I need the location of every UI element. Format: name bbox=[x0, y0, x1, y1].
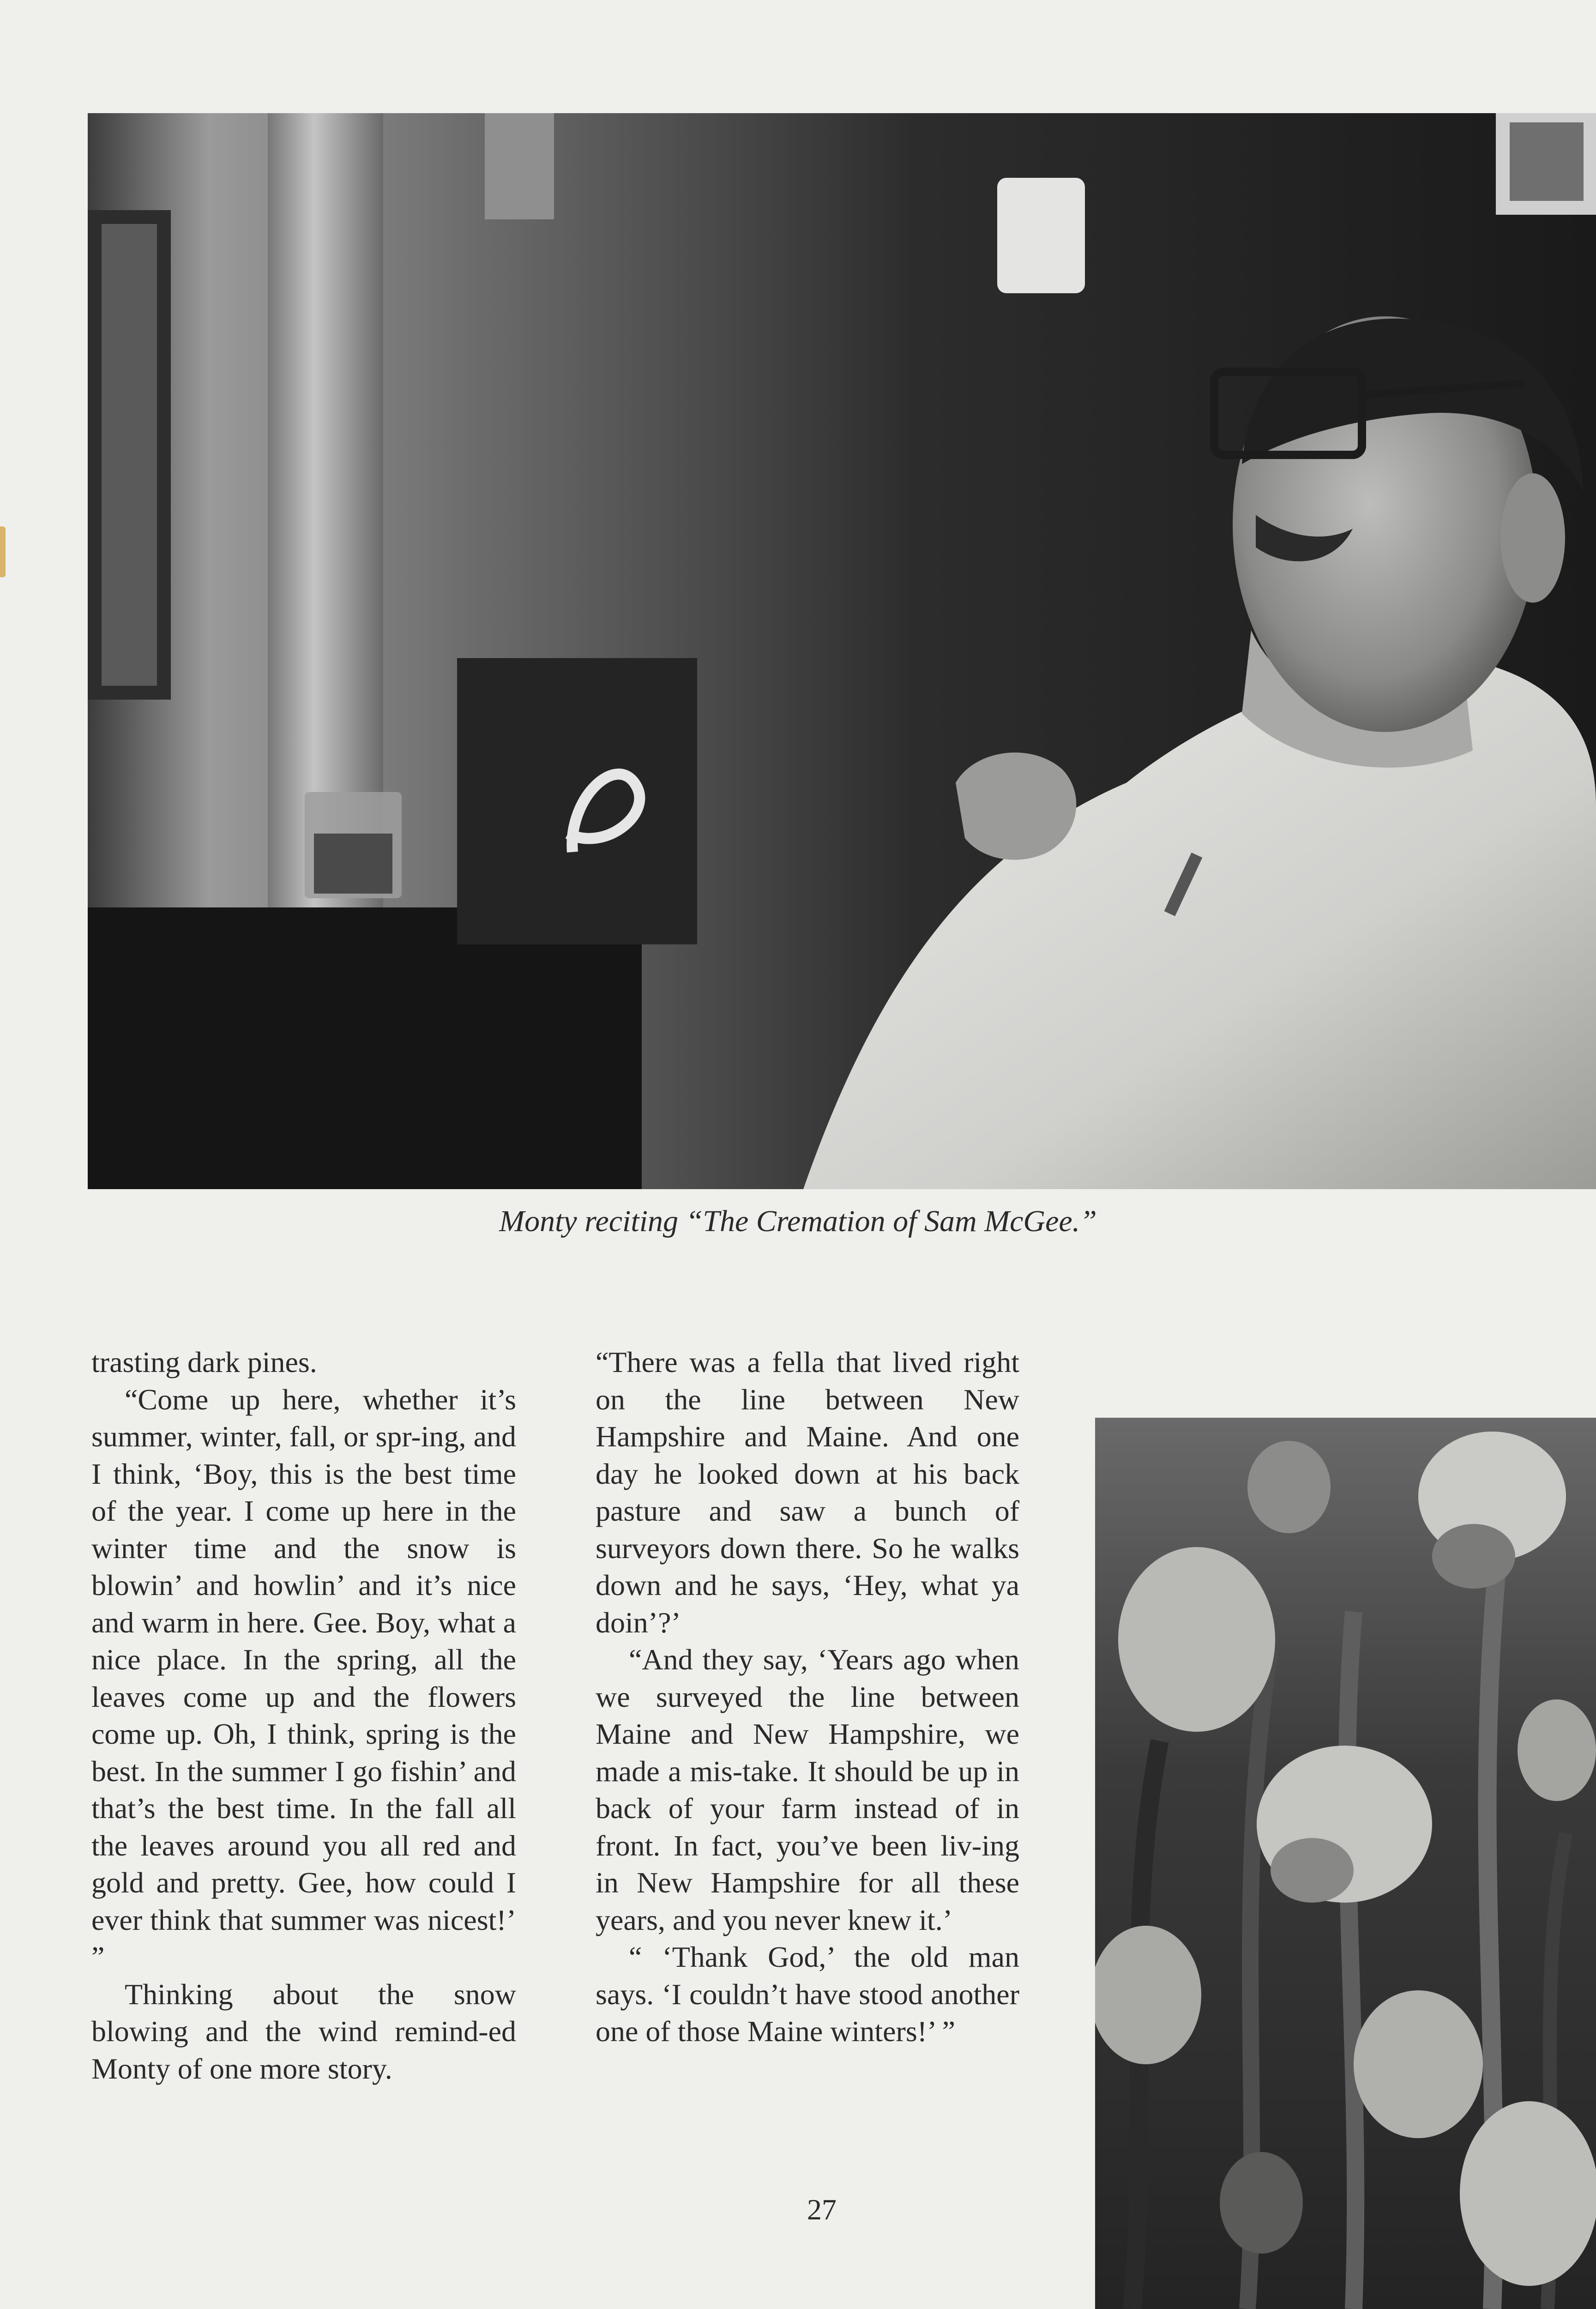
left-text-column bbox=[91, 1344, 516, 2087]
page-edge-mark bbox=[0, 526, 6, 577]
paragraph: “Come up here, whether it’s summer, winter, fall, or spr-ing, and I think, ‘Boy, this is the best time of the year. I come up here in the winter time and the snow is blowin’ and howlin’ and it’s nice and warm in here. Gee. Boy, what a nice place. In the spring, all the leaves come up and the flowers come up. Oh, I think, spring is the best. In the summer I go fishin’ and that’s the best time. In the fall all the leaves around you all red and gold and pretty. Gee, how could I ever think that summer was nicest!’ ” bbox=[91, 1383, 516, 1973]
paragraph: Thinking about the snow blowing and the wind remind-ed Monty of one more story. bbox=[91, 1977, 516, 2085]
paragraph: trasting dark pines. bbox=[91, 1346, 317, 1378]
paragraph: “And they say, ‘Years ago when we surveyed the line between Maine and New Hampshire, we made a mis-take. It should be up in back of your farm instead of in front. In fact, you’ve been liv-ing in New Hampshire for all these years, and you never knew it.’ bbox=[596, 1643, 1019, 1936]
photo-caption: Monty reciting “The Cremation of Sam McGee.” bbox=[499, 1204, 1097, 1238]
fern-photo-illustration bbox=[1095, 1418, 1596, 2309]
monty-photo-illustration bbox=[88, 113, 1596, 1189]
fern-photo bbox=[1095, 1418, 1596, 2309]
paragraph: “ ‘Thank God,’ the old man says. ‘I couldn’t have stood another one of those Maine winters!’ ” bbox=[596, 1940, 1019, 2048]
page-number: 27 bbox=[807, 2193, 837, 2226]
monty-photo bbox=[88, 113, 1596, 1189]
paragraph: “There was a fella that lived right on the line between New Hampshire and Maine. And one day he looked down at his back pasture and saw a bunch of surveyors down there. So he walks down and he says, ‘Hey, what ya doin’?’ bbox=[596, 1346, 1019, 1639]
right-text-column bbox=[596, 1344, 1019, 2050]
